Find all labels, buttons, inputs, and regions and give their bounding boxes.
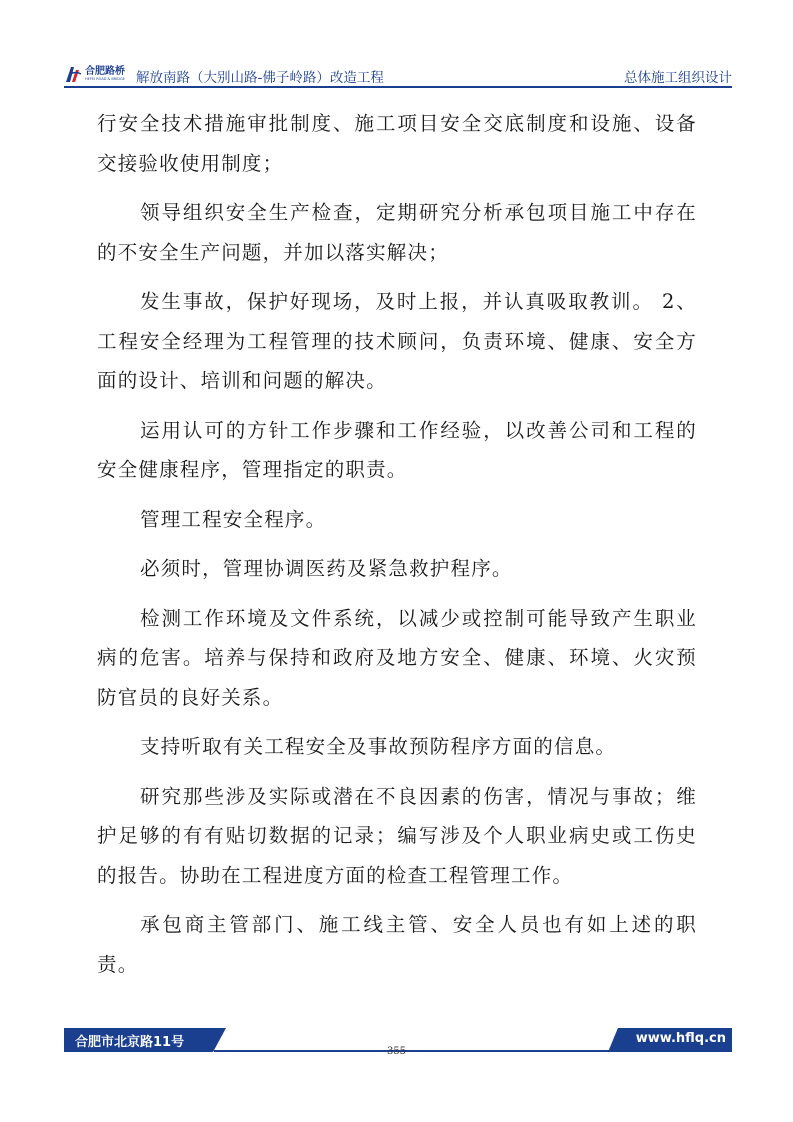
project-title: 解放南路（大别山路-佛子岭路）改造工程 [136, 70, 384, 86]
document-type: 总体施工组织设计 [624, 70, 732, 86]
page-number: 355 [386, 1046, 407, 1057]
footer-website-link[interactable]: www.hflq.cn [635, 1031, 726, 1046]
paragraph: 运用认可的方针工作步骤和工作经验，以改善公司和工程的 安全健康程序，管理指定的职责。 [97, 418, 697, 481]
body-content [97, 104, 697, 994]
company-logo [64, 64, 125, 84]
header-divider [64, 86, 732, 88]
paragraph: 管理工程安全程序。 [140, 507, 327, 531]
paragraph: 研究那些涉及实际或潜在不良因素的伤害，情况与事故；维 护足够的有有贴切数据的记录；编写涉及个人职业病史或工伤史 的报告。协助在工程进度方面的检查工程管理工作。 [97, 784, 697, 887]
paragraph: 领导组织安全生产检查，定期研究分析承包项目施工中存在 的不安全生产问题，并加以落实解决； [97, 201, 697, 264]
paragraph: 承包商主管部门、施工线主管、安全人员也有如上述的职 责。 [97, 913, 697, 976]
paragraph: 支持听取有关工程安全及事故预防程序方面的信息。 [140, 735, 617, 758]
logo-chinese-name: 合肥路桥 [85, 65, 125, 77]
footer-address: 合肥市北京路11号 [75, 1035, 185, 1050]
paragraph: 发生事故，保护好现场，及时上报，并认真吸取教训。 2、工程安全经理为工程管理的技术顾问，负责环境、健康、安全方 面的设计、培训和问题的解决。 [97, 290, 697, 392]
paragraph: 行安全技术措施审批制度、施工项目安全交底制度和设施、设备 交接验收使用制度； [97, 112, 697, 175]
paragraph: 检测工作环境及文件系统，以减少或控制可能导致产生职业 病的危害。培养与保持和政府及地方安全、健康、环境、火灾预 防官员的良好关系。 [97, 606, 697, 709]
hefei-road-bridge-logo-icon [64, 65, 82, 83]
logo-english-name: HEFEI ROAD & BRIDGE [85, 76, 125, 81]
paragraph: 必须时，管理协调医药及紧急救护程序。 [140, 557, 513, 580]
page-header [64, 62, 732, 88]
